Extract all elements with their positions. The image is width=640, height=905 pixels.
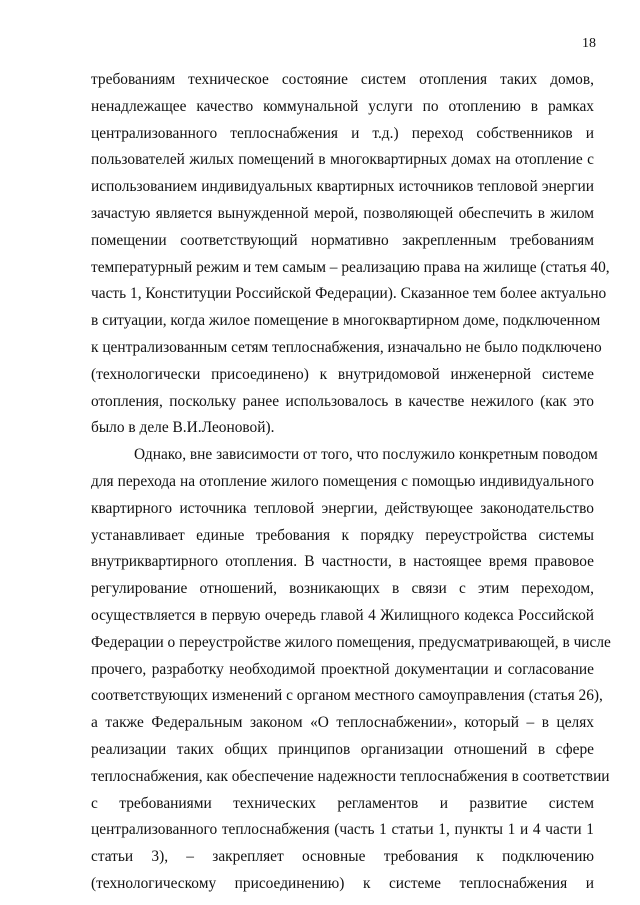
text-line: прочего, разработку необходимой проектной документации и согласование	[91, 660, 594, 678]
text-line: регулирование отношений, возникающих в связи с этим переходом,	[91, 580, 594, 598]
text-line: зачастую является вынужденной мерой, позволяющей обеспечить в жилом	[91, 204, 594, 222]
paragraph-1	[91, 67, 610, 442]
text-line: осуществляется в первую очередь главой 4 Жилищного кодекса Российской	[91, 606, 594, 624]
text-line: для перехода на отопление жилого помещения с помощью индивидуального	[91, 472, 594, 490]
text-line: соответствующих изменений с органом местного самоуправления (статья 26),	[91, 687, 603, 705]
text-line: отопления, поскольку ранее использовалось в качестве нежилого (как это	[91, 392, 594, 410]
text-line: (технологически присоединено) к внутридомовой инженерной системе	[91, 365, 594, 383]
text-line: Федерации о переустройстве жилого помещения, предусматривающей, в числе	[91, 633, 611, 651]
text-line: помещении соответствующий нормативно закрепленным требованиям	[91, 231, 594, 249]
page-number: 18	[582, 36, 596, 51]
text-line: требованиям техническое состояние систем отопления таких домов,	[91, 71, 594, 88]
text-line: пользователей жилых помещений в многоквартирных домах на отопление с	[91, 151, 594, 169]
text-line: квартирного источника тепловой энергии, действующее законодательство	[91, 499, 594, 517]
text-line: использованием индивидуальных квартирных источников тепловой энергии	[91, 178, 594, 196]
text-line: а также Федеральным законом «О теплоснабжении», который – в целях	[91, 714, 594, 732]
text-line: ненадлежащее качество коммунальной услуги по отоплению в рамках	[91, 97, 594, 115]
text-line: было в деле В.И.Леоновой).	[91, 419, 275, 437]
text-line: статьи 3), – закрепляет основные требования к подключению	[91, 848, 594, 866]
text-line: централизованного теплоснабжения (часть 1 статьи 1, пункты 1 и 4 части 1	[91, 821, 594, 839]
text-line: теплоснабжения, как обеспечение надежности теплоснабжения в соответствии	[91, 767, 610, 785]
text-line: к централизованным сетям теплоснабжения, изначально не было подключено	[91, 338, 602, 356]
text-line: часть 1, Конституции Российской Федерации). Сказанное тем более актуально	[91, 285, 607, 303]
text-line: устанавливает единые требования к порядку переустройства системы	[91, 526, 594, 544]
text-line: (технологическому присоединению) к системе теплоснабжения и	[91, 874, 594, 892]
text-line: реализации таких общих принципов организации отношений в сфере	[91, 740, 594, 758]
text-line: с требованиями технических регламентов и развитие систем	[91, 794, 594, 812]
text-line: Однако, вне зависимости от того, что послужило конкретным поводом	[134, 446, 598, 464]
text-line: температурный режим и тем самым – реализацию права на жилище (статья 40,	[91, 258, 610, 276]
paragraph-2	[91, 442, 611, 898]
text-line: централизованного теплоснабжения и т.д.) переход собственников и	[91, 124, 594, 142]
text-line: внутриквартирного отопления. В частности, в настоящее время правовое	[91, 553, 594, 571]
text-line: в ситуации, когда жилое помещение в многоквартирном доме, подключенном	[91, 312, 601, 330]
body-text	[91, 67, 611, 898]
